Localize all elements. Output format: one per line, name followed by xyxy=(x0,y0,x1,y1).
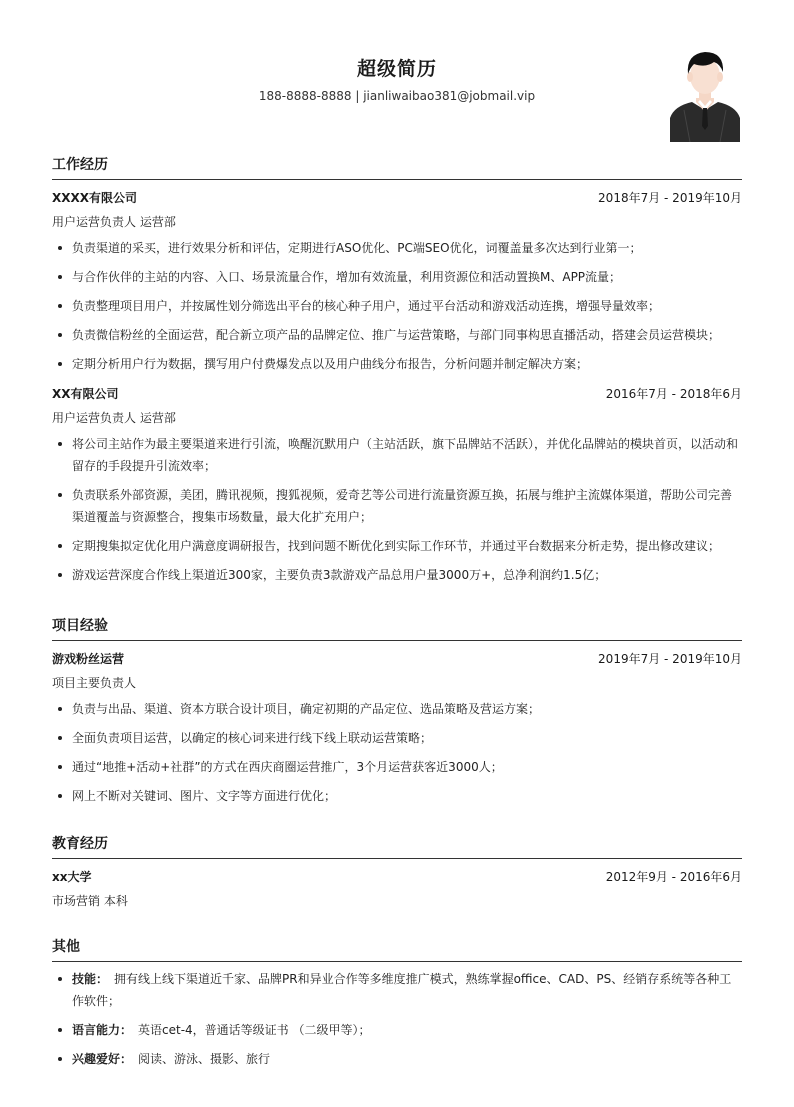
job-bullets xyxy=(52,433,742,586)
school-name: xx大学 xyxy=(52,870,92,884)
company-name: XXXX有限公司 xyxy=(52,191,138,205)
list-item: 游戏运营深度合作线上渠道近300家，主要负责3款游戏产品总用户量3000万+，总净利润约1.5亿； xyxy=(52,564,742,586)
education-major: 市场营销 本科 xyxy=(52,894,128,908)
section-title: 教育经历 xyxy=(52,830,742,859)
list-item: 定期搜集拟定优化用户满意度调研报告，找到问题不断优化到实际工作环节，并通过平台数据来分析走势，提出修改建议； xyxy=(52,535,742,557)
project-role: 项目主要负责人 xyxy=(52,676,137,690)
item-label: 语言能力： xyxy=(72,1023,133,1037)
list-item: 全面负责项目运营，以确定的核心词来进行线下线上联动运营策略； xyxy=(52,727,742,749)
job-role: 用户运营负责人 运营部 xyxy=(52,215,176,229)
project-name: 游戏粉丝运营 xyxy=(52,652,125,666)
other-section xyxy=(52,933,742,1077)
list-item: 定期分析用户行为数据，撰写用户付费爆发点以及用户曲线分布报告，分析问题并制定解决方案； xyxy=(52,353,742,375)
job-header xyxy=(52,186,742,210)
list-item: 负责微信粉丝的全面运营，配合新立项产品的品牌定位、推广与运营策略，与部门同事构思直播活动，搭建会员运营模块； xyxy=(52,324,742,346)
list-item: 网上不断对关键词、图片、文字等方面进行优化； xyxy=(52,785,742,807)
list-item xyxy=(52,1048,742,1070)
job-role: 用户运营负责人 运营部 xyxy=(52,411,176,425)
list-item: 负责整理项目用户，并按属性划分筛选出平台的核心种子用户，通过平台活动和游戏活动连携，增强导量效率； xyxy=(52,295,742,317)
resume-name: 超级简历 xyxy=(356,58,437,80)
job-bullets xyxy=(52,237,742,375)
list-item xyxy=(52,1019,742,1041)
list-item: 通过“地推+活动+社群”的方式在西庆商圈运营推广，3个月运营获客近3000人； xyxy=(52,756,742,778)
list-item xyxy=(52,968,742,1012)
education-section xyxy=(52,830,742,913)
item-label: 兴趣爱好： xyxy=(72,1052,133,1066)
education-header xyxy=(52,865,742,889)
item-label: 技能： xyxy=(72,972,109,986)
project-section xyxy=(52,612,742,814)
list-item: 负责联系外部资源，美团，腾讯视频，搜狐视频，爱奇艺等公司进行流量资源互换，拓展与维护主流媒体渠道，帮助公司完善渠道覆盖与资源整合，搜集市场数量，最大化扩充用户； xyxy=(52,484,742,528)
list-item: 负责与出品、渠道、资本方联合设计项目，确定初期的产品定位、选品策略及营运方案； xyxy=(52,698,742,720)
job-header xyxy=(52,382,742,406)
project-header xyxy=(52,647,742,671)
work-experience-section xyxy=(52,151,742,593)
company-name: XX有限公司 xyxy=(52,387,119,401)
section-title: 项目经验 xyxy=(52,612,742,641)
item-text: 阅读、游泳、摄影、旅行 xyxy=(138,1052,271,1066)
contact-info: 188-8888-8888 | jianliwaibao381@jobmail.vip xyxy=(258,89,536,103)
item-text: 英语cet-4，普通话等级证书 （二级甲等）； xyxy=(138,1023,371,1037)
avatar xyxy=(670,46,740,142)
job-period: 2018年7月 - 2019年10月 xyxy=(598,191,742,205)
education-period: 2012年9月 - 2016年6月 xyxy=(605,870,742,884)
list-item: 与合作伙伴的主站的内容、入口、场景流量合作，增加有效流量，利用资源位和活动置换M、APP流量； xyxy=(52,266,742,288)
section-title: 其他 xyxy=(52,933,742,962)
resume-page xyxy=(52,0,742,1107)
other-list xyxy=(52,968,742,1070)
section-title: 工作经历 xyxy=(52,151,742,180)
list-item: 将公司主站作为最主要渠道来进行引流，唤醒沉默用户（主站活跃，旗下品牌站不活跃），并优化品牌站的模块首页，以活动和留存的手段提升引流效率； xyxy=(52,433,742,477)
project-period: 2019年7月 - 2019年10月 xyxy=(598,652,742,666)
list-item: 负责渠道的采买，进行效果分析和评估，定期进行ASO优化、PC端SEO优化，词覆盖量多次达到行业第一； xyxy=(52,237,742,259)
project-bullets xyxy=(52,698,742,807)
item-text: 拥有线上线下渠道近千家、品牌PR和异业合作等多维度推广模式，熟练掌握office、CAD、PS、经销存系统等各种工作软件； xyxy=(72,972,732,1008)
job-period: 2016年7月 - 2018年6月 xyxy=(605,387,742,401)
